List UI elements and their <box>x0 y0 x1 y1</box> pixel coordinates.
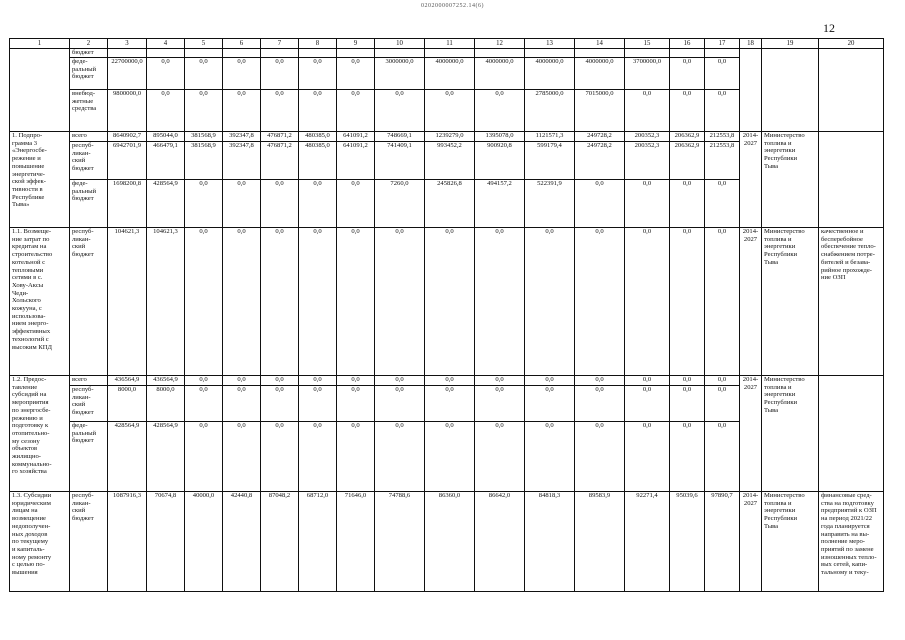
value-cell: 0,0 <box>670 376 705 386</box>
value-cell: 0,0 <box>337 90 375 132</box>
value-cell: 8640902,7 <box>108 132 147 142</box>
funding-source: респуб- ликан- ский бюджет <box>70 386 108 422</box>
column-number: 2 <box>70 39 108 49</box>
value-cell: 249728,2 <box>575 132 625 142</box>
column-number: 8 <box>299 39 337 49</box>
value-cell: 4000000,0 <box>425 58 475 90</box>
page-number: 12 <box>823 21 835 35</box>
value-cell: 480385,0 <box>299 142 337 180</box>
value-cell: 0,0 <box>223 376 261 386</box>
funding-source: респуб- ликан- ский бюджет <box>70 492 108 592</box>
value-cell: 22700000,0 <box>108 58 147 90</box>
column-number: 7 <box>261 39 299 49</box>
funding-source: респуб- ликан- ский бюджет <box>70 142 108 180</box>
value-cell: 0,0 <box>185 228 223 376</box>
value-cell: 0,0 <box>223 422 261 492</box>
value-cell: 381568,9 <box>185 142 223 180</box>
value-cell: 0,0 <box>475 90 525 132</box>
value-cell: 206362,9 <box>670 132 705 142</box>
value-cell: 0,0 <box>147 90 185 132</box>
value-cell: 200352,3 <box>625 132 670 142</box>
executor: Министерство топлива и энергетики Республики Тыва <box>762 132 819 228</box>
value-cell: 381568,9 <box>185 132 223 142</box>
funding-source: респуб- ликан- ский бюджет <box>70 228 108 376</box>
value-cell: 206362,9 <box>670 142 705 180</box>
value-cell: 0,0 <box>670 422 705 492</box>
value-cell: 2785000,0 <box>525 90 575 132</box>
funding-source: всего <box>70 132 108 142</box>
value-cell: 6942701,9 <box>108 142 147 180</box>
value-cell: 200352,3 <box>625 142 670 180</box>
value-cell: 4000000,0 <box>575 58 625 90</box>
value-cell: 0,0 <box>670 90 705 132</box>
column-number: 18 <box>740 39 762 49</box>
table-row <box>10 376 884 386</box>
program-name: 1.1. Возмеще- ние затрат по кредитам на строительство котельной с тепловыми сетями в с. Хову-Аксы Чеди- Хольского кожууна, с использова- нием энерго- эффективных технологий с высоким КПД <box>10 228 70 376</box>
value-cell: 0,0 <box>475 386 525 422</box>
value-cell: 0,0 <box>185 58 223 90</box>
value-cell: 0,0 <box>575 376 625 386</box>
value-cell: 0,0 <box>625 422 670 492</box>
value-cell: 4000000,0 <box>475 58 525 90</box>
value-cell: 0,0 <box>425 376 475 386</box>
value-cell: 0,0 <box>261 422 299 492</box>
budget-table <box>9 38 884 592</box>
value-cell: 1698200,8 <box>108 180 147 228</box>
period-years: 2014- 2027 <box>740 132 762 228</box>
value-cell: 428564,9 <box>108 422 147 492</box>
funding-source: феде- ральный бюджет <box>70 180 108 228</box>
cell-empty <box>147 49 185 58</box>
value-cell: 641091,2 <box>337 142 375 180</box>
value-cell: 0,0 <box>625 180 670 228</box>
value-cell: 70674,8 <box>147 492 185 592</box>
value-cell: 428564,9 <box>147 422 185 492</box>
value-cell: 0,0 <box>425 422 475 492</box>
value-cell: 0,0 <box>705 180 740 228</box>
value-cell: 0,0 <box>185 180 223 228</box>
value-cell: 748669,1 <box>375 132 425 142</box>
value-cell: 0,0 <box>185 386 223 422</box>
cell-empty <box>625 49 670 58</box>
value-cell: 0,0 <box>261 180 299 228</box>
value-cell: 8000,0 <box>108 386 147 422</box>
value-cell: 68712,0 <box>299 492 337 592</box>
value-cell: 0,0 <box>223 58 261 90</box>
value-cell: 0,0 <box>575 386 625 422</box>
column-number: 19 <box>762 39 819 49</box>
cell-empty <box>740 49 762 132</box>
value-cell: 895044,0 <box>147 132 185 142</box>
value-cell: 0,0 <box>185 90 223 132</box>
funding-source: бюджет <box>70 49 108 58</box>
value-cell: 0,0 <box>705 228 740 376</box>
value-cell: 476871,2 <box>261 142 299 180</box>
column-number: 15 <box>625 39 670 49</box>
column-number-row <box>10 39 884 49</box>
value-cell: 0,0 <box>299 228 337 376</box>
cell-empty <box>375 49 425 58</box>
value-cell: 0,0 <box>337 422 375 492</box>
value-cell: 0,0 <box>670 386 705 422</box>
value-cell: 0,0 <box>625 376 670 386</box>
value-cell: 741409,1 <box>375 142 425 180</box>
value-cell: 0,0 <box>375 422 425 492</box>
value-cell: 0,0 <box>475 228 525 376</box>
cell-empty <box>670 49 705 58</box>
value-cell: 8000,0 <box>147 386 185 422</box>
value-cell: 0,0 <box>337 58 375 90</box>
value-cell: 0,0 <box>705 386 740 422</box>
column-number: 17 <box>705 39 740 49</box>
value-cell: 4000000,0 <box>525 58 575 90</box>
value-cell: 0,0 <box>299 180 337 228</box>
value-cell: 0,0 <box>670 180 705 228</box>
document-code: 0202000007252.14(6) <box>421 3 484 9</box>
value-cell: 0,0 <box>261 58 299 90</box>
value-cell: 0,0 <box>375 90 425 132</box>
value-cell: 3000000,0 <box>375 58 425 90</box>
value-cell: 95039,6 <box>670 492 705 592</box>
value-cell: 0,0 <box>525 376 575 386</box>
value-cell: 104621,3 <box>108 228 147 376</box>
value-cell: 86360,0 <box>425 492 475 592</box>
value-cell: 9800000,0 <box>108 90 147 132</box>
value-cell: 0,0 <box>575 228 625 376</box>
value-cell: 993452,2 <box>425 142 475 180</box>
value-cell: 0,0 <box>575 180 625 228</box>
value-cell: 7260,0 <box>375 180 425 228</box>
program-name: 1. Подпро- грамма 3 «Энергосбе- режение и повышение энергетиче- ской эффек- тивности в Республике Тыва» <box>10 132 70 228</box>
value-cell: 245826,8 <box>425 180 475 228</box>
period-years: 2014- 2027 <box>740 492 762 592</box>
value-cell: 89583,9 <box>575 492 625 592</box>
value-cell: 92271,4 <box>625 492 670 592</box>
value-cell: 104621,3 <box>147 228 185 376</box>
value-cell: 1087916,3 <box>108 492 147 592</box>
value-cell: 0,0 <box>375 376 425 386</box>
value-cell: 42440,8 <box>223 492 261 592</box>
funding-source: феде- ральный бюджет <box>70 422 108 492</box>
value-cell: 71646,0 <box>337 492 375 592</box>
value-cell: 0,0 <box>375 386 425 422</box>
value-cell: 249728,2 <box>575 142 625 180</box>
cell-empty <box>705 49 740 58</box>
value-cell: 0,0 <box>425 386 475 422</box>
value-cell: 476871,2 <box>261 132 299 142</box>
value-cell: 0,0 <box>425 228 475 376</box>
value-cell: 0,0 <box>337 386 375 422</box>
cell-empty <box>762 49 819 132</box>
cell-empty <box>108 49 147 58</box>
funding-source: феде- ральный бюджет <box>70 58 108 90</box>
column-number: 5 <box>185 39 223 49</box>
value-cell: 86642,0 <box>475 492 525 592</box>
expected-result <box>819 132 884 228</box>
value-cell: 522391,9 <box>525 180 575 228</box>
column-number: 3 <box>108 39 147 49</box>
value-cell: 599179,4 <box>525 142 575 180</box>
value-cell: 428564,9 <box>147 180 185 228</box>
value-cell: 466479,1 <box>147 142 185 180</box>
cell-empty <box>223 49 261 58</box>
column-number: 1 <box>10 39 70 49</box>
column-number: 14 <box>575 39 625 49</box>
column-number: 12 <box>475 39 525 49</box>
executor: Министерство топлива и энергетики Республики Тыва <box>762 376 819 492</box>
table-row <box>10 492 884 592</box>
value-cell: 97890,7 <box>705 492 740 592</box>
cell-empty <box>337 49 375 58</box>
value-cell: 0,0 <box>670 58 705 90</box>
value-cell: 3700000,0 <box>625 58 670 90</box>
value-cell: 436564,9 <box>147 376 185 386</box>
column-number: 11 <box>425 39 475 49</box>
period-years: 2014- 2027 <box>740 376 762 492</box>
expected-result: качественное и бесперебойное обеспечение тепло- снабжением потре- бителей и безава- рийное прохожде- ние ОЗП <box>819 228 884 376</box>
value-cell: 0,0 <box>525 228 575 376</box>
column-number: 20 <box>819 39 884 49</box>
value-cell: 0,0 <box>525 386 575 422</box>
column-number: 6 <box>223 39 261 49</box>
column-number: 13 <box>525 39 575 49</box>
value-cell: 480385,0 <box>299 132 337 142</box>
value-cell: 0,0 <box>475 376 525 386</box>
funding-source: внебюд- жетные средства <box>70 90 108 132</box>
value-cell: 0,0 <box>223 228 261 376</box>
executor: Министерство топлива и энергетики Республики Тыва <box>762 492 819 592</box>
value-cell: 212553,8 <box>705 142 740 180</box>
value-cell: 0,0 <box>147 58 185 90</box>
cell-empty <box>819 49 884 132</box>
value-cell: 0,0 <box>625 228 670 376</box>
value-cell: 0,0 <box>670 228 705 376</box>
table-row <box>10 132 884 142</box>
table-row <box>10 49 884 58</box>
value-cell: 0,0 <box>299 90 337 132</box>
table-row <box>10 228 884 376</box>
value-cell: 0,0 <box>705 90 740 132</box>
value-cell: 0,0 <box>625 386 670 422</box>
value-cell: 0,0 <box>375 228 425 376</box>
value-cell: 392347,8 <box>223 132 261 142</box>
value-cell: 0,0 <box>299 422 337 492</box>
value-cell: 0,0 <box>625 90 670 132</box>
period-years: 2014- 2027 <box>740 228 762 376</box>
value-cell: 0,0 <box>223 90 261 132</box>
value-cell: 212553,8 <box>705 132 740 142</box>
value-cell: 0,0 <box>337 376 375 386</box>
value-cell: 392347,8 <box>223 142 261 180</box>
executor: Министерство топлива и энергетики Республики Тыва <box>762 228 819 376</box>
value-cell: 84818,3 <box>525 492 575 592</box>
program-name: 1.2. Предос- тавление субсидий на мероприятия по энергосбе- режению и подготовку к отопительно- му сезону объектов жилищно- коммунально- го хозяйства <box>10 376 70 492</box>
value-cell: 0,0 <box>223 386 261 422</box>
program-name: 1.3. Субсидии юридическим лицам на возмещение недополучен- ных доходов по текущему и капиталь- ному ремонту с целью по- вышения <box>10 492 70 592</box>
value-cell: 0,0 <box>261 90 299 132</box>
cell-empty <box>575 49 625 58</box>
value-cell: 0,0 <box>475 422 525 492</box>
cell-empty <box>299 49 337 58</box>
value-cell: 0,0 <box>299 58 337 90</box>
value-cell: 0,0 <box>575 422 625 492</box>
value-cell: 494157,2 <box>475 180 525 228</box>
cell-empty <box>10 49 70 132</box>
expected-result <box>819 376 884 492</box>
cell-empty <box>475 49 525 58</box>
value-cell: 1121571,3 <box>525 132 575 142</box>
value-cell: 0,0 <box>337 180 375 228</box>
value-cell: 0,0 <box>261 386 299 422</box>
value-cell: 0,0 <box>299 376 337 386</box>
value-cell: 0,0 <box>185 376 223 386</box>
value-cell: 0,0 <box>705 376 740 386</box>
value-cell: 0,0 <box>261 376 299 386</box>
cell-empty <box>425 49 475 58</box>
column-number: 4 <box>147 39 185 49</box>
value-cell: 0,0 <box>705 422 740 492</box>
value-cell: 0,0 <box>185 422 223 492</box>
value-cell: 7015000,0 <box>575 90 625 132</box>
value-cell: 0,0 <box>525 422 575 492</box>
column-number: 9 <box>337 39 375 49</box>
funding-source: всего <box>70 376 108 386</box>
cell-empty <box>185 49 223 58</box>
column-number: 16 <box>670 39 705 49</box>
expected-result: финансовые сред- ства на подготовку предприятий к ОЗП на период 2021/22 года планируется направить на вы- полнение меро- приятий по замене изношенных тепло- вых сетей, капи- тальному и теку- <box>819 492 884 592</box>
value-cell: 0,0 <box>705 58 740 90</box>
value-cell: 87048,2 <box>261 492 299 592</box>
value-cell: 436564,9 <box>108 376 147 386</box>
value-cell: 0,0 <box>223 180 261 228</box>
value-cell: 900920,8 <box>475 142 525 180</box>
value-cell: 0,0 <box>337 228 375 376</box>
value-cell: 641091,2 <box>337 132 375 142</box>
cell-empty <box>261 49 299 58</box>
value-cell: 1239279,0 <box>425 132 475 142</box>
value-cell: 0,0 <box>299 386 337 422</box>
cell-empty <box>525 49 575 58</box>
value-cell: 0,0 <box>261 228 299 376</box>
value-cell: 40000,0 <box>185 492 223 592</box>
column-number: 10 <box>375 39 425 49</box>
value-cell: 0,0 <box>425 90 475 132</box>
value-cell: 74788,6 <box>375 492 425 592</box>
value-cell: 1395078,0 <box>475 132 525 142</box>
